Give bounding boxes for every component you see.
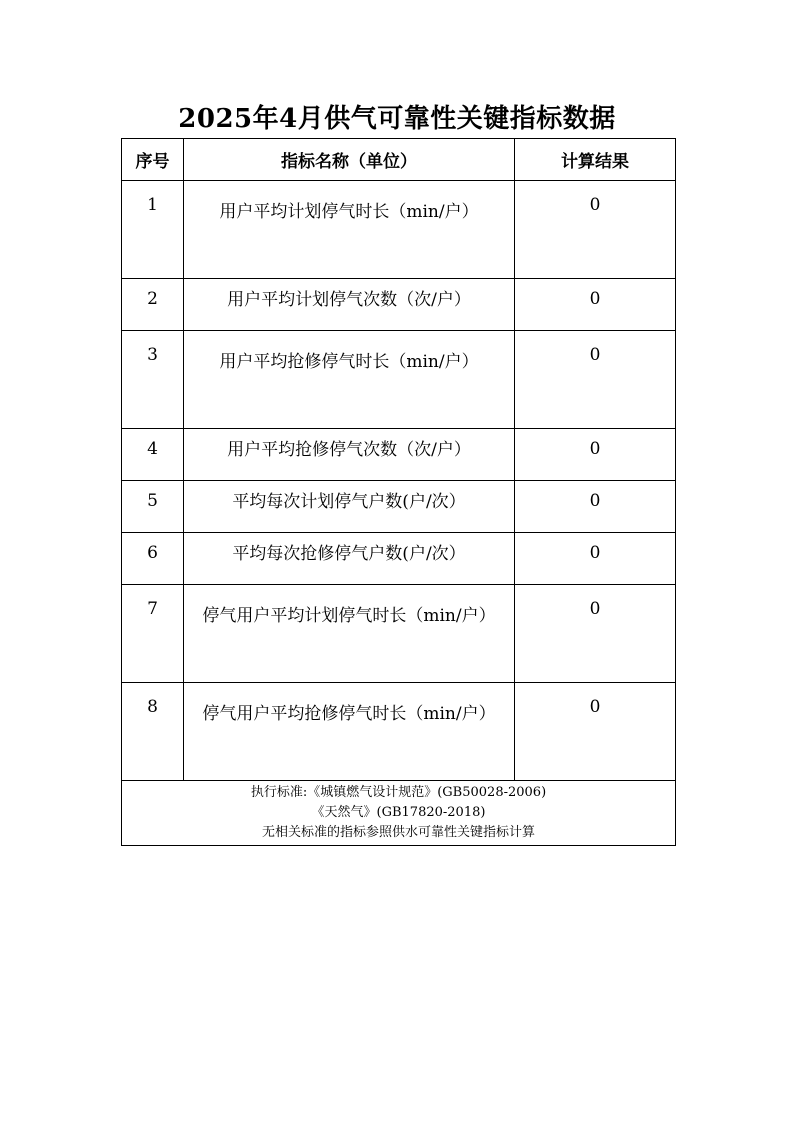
- indicator-value: 0: [515, 331, 676, 429]
- standard-line-reference-note: 无相关标准的指标参照供水可靠性关键指标计算: [261, 825, 535, 840]
- table-row: [122, 533, 676, 585]
- indicator-value: 0: [515, 585, 676, 683]
- indicator-name: 用户平均抢修停气时长（min/户）: [184, 331, 515, 429]
- indicator-value: 0: [515, 533, 676, 585]
- table-row: [122, 279, 676, 331]
- reliability-indicator-table: [121, 138, 676, 846]
- row-number: 2: [122, 279, 184, 331]
- row-number: 3: [122, 331, 184, 429]
- row-number: 1: [122, 181, 184, 279]
- table-row: [122, 683, 676, 781]
- indicator-value: 0: [515, 683, 676, 781]
- indicator-name: 平均每次计划停气户数(户/次）: [184, 481, 515, 533]
- indicator-name: 用户平均抢修停气次数（次/户）: [184, 429, 515, 481]
- header-serial-number: 序号: [122, 139, 184, 181]
- table-row: [122, 181, 676, 279]
- indicator-name: 停气用户平均抢修停气时长（min/户）: [184, 683, 515, 781]
- header-result: 计算结果: [515, 139, 676, 181]
- header-indicator-name: 指标名称（单位）: [184, 139, 515, 181]
- row-number: 8: [122, 683, 184, 781]
- table-row: [122, 331, 676, 429]
- indicator-name: 停气用户平均计划停气时长（min/户）: [184, 585, 515, 683]
- row-number: 7: [122, 585, 184, 683]
- indicator-value: 0: [515, 279, 676, 331]
- table-row: [122, 429, 676, 481]
- indicator-value: 0: [515, 481, 676, 533]
- indicator-value: 0: [515, 181, 676, 279]
- row-number: 5: [122, 481, 184, 533]
- indicator-value: 0: [515, 429, 676, 481]
- indicator-name: 用户平均计划停气次数（次/户）: [184, 279, 515, 331]
- standards-note: [122, 781, 676, 846]
- table-footer-row: [122, 781, 676, 846]
- indicator-name: 用户平均计划停气时长（min/户）: [184, 181, 515, 279]
- row-number: 6: [122, 533, 184, 585]
- table-header-row: [122, 139, 676, 181]
- table-row: [122, 481, 676, 533]
- standard-line-design-code: 执行标准:《城镇燃气设计规范》(GB50028-2006): [250, 785, 547, 800]
- row-number: 4: [122, 429, 184, 481]
- indicator-name: 平均每次抢修停气户数(户/次）: [184, 533, 515, 585]
- table-row: [122, 585, 676, 683]
- document-title: 2025年4月供气可靠性关键指标数据: [178, 104, 616, 134]
- standard-line-natural-gas: 《天然气》(GB17820-2018): [311, 805, 486, 820]
